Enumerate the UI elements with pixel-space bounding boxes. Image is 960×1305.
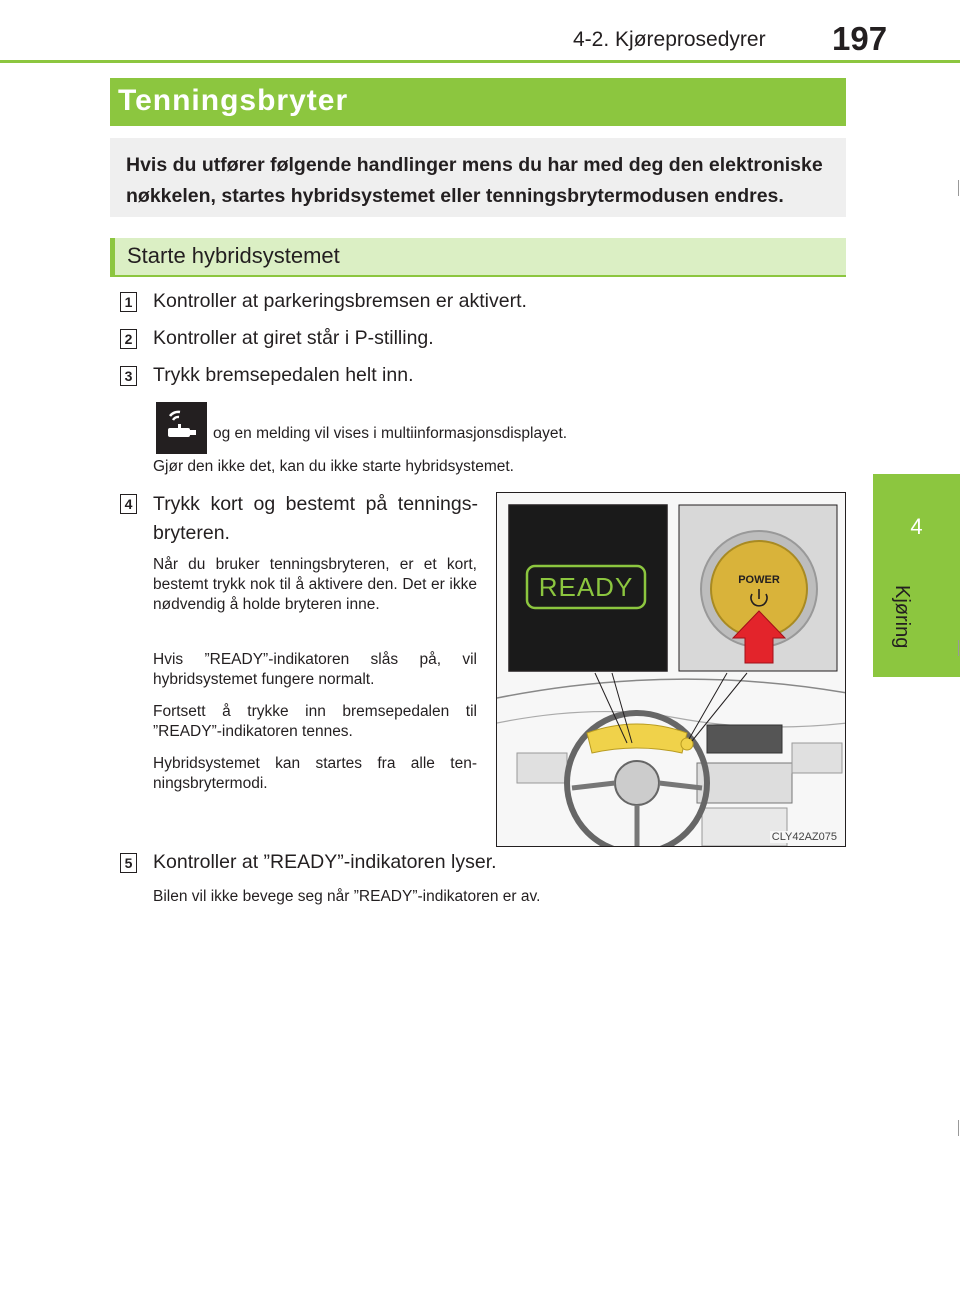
step-badge: 5 [120, 853, 137, 873]
subheading-bar [110, 238, 846, 276]
step-text: Kontroller at parkeringsbremsen er aktivert. [153, 290, 527, 312]
step4-note: Når du bruker tenningsbryteren, er et kort, bestemt trykk nok til å aktivere den. Det er ikke nødvendig å holde bryteren inne. [153, 556, 477, 613]
figure-code: CLY42AZ075 [771, 831, 837, 843]
page-title: Tenningsbryter [118, 84, 349, 117]
title-bar [110, 78, 846, 126]
step5-note: Bilen vil ikke bevege seg når ”READY”-indikatoren er av. [153, 888, 541, 905]
header-rule [0, 60, 960, 63]
step4-note: Fortsett å trykke inn bremsepedalen til ”READY”-indikatoren tennes. [153, 703, 477, 740]
chapter-tab [873, 474, 960, 677]
chapter-label: Kjøring [891, 585, 913, 649]
edge-tick [958, 180, 959, 196]
chapter-number: 4 [910, 514, 923, 539]
intro-box [110, 138, 846, 217]
subheading-rule [110, 275, 846, 277]
intro-text: Hvis du utfører følgende handlinger mens du har med deg den elektroniske nøkkelen, startes hybridsystemet eller tenningsbrytermodusen endres. [126, 154, 823, 207]
subheading: Starte hybridsystemet [127, 243, 340, 268]
step4-note: Hybridsystemet kan startes fra alle ten-ningsbrytermodi. [153, 755, 477, 792]
ignition-figure [496, 492, 846, 847]
step-text: Kontroller at ”READY”-indikatoren lyser. [153, 851, 497, 873]
edge-tick [958, 640, 959, 656]
step-badge: 2 [120, 329, 137, 349]
power-button-label: POWER [738, 574, 780, 586]
step-text: Trykk bremsepedalen helt inn. [153, 364, 414, 386]
step-badge: 4 [120, 494, 137, 514]
step-badge: 1 [120, 292, 137, 312]
step4-note: Hvis ”READY”-indikatoren slås på, vil hybridsystemet fungere normalt. [153, 651, 477, 688]
edge-tick [958, 1120, 959, 1136]
step3-icon-note: og en melding vil vises i multiinformasjonsdisplayet. [213, 425, 568, 442]
ready-indicator-label: READY [538, 572, 634, 602]
figure-illustration [497, 493, 846, 847]
step-badge: 3 [120, 366, 137, 386]
page-number: 197 [832, 20, 888, 57]
step-text: Trykk kort og bestemt på tennings-bryteren. [153, 493, 478, 544]
step-text: Kontroller at giret står i P-stilling. [153, 327, 434, 349]
brake-indicator-icon [156, 402, 207, 454]
section-header: 4-2. Kjøreprosedyrer [573, 28, 766, 51]
step3-note: Gjør den ikke det, kan du ikke starte hybridsystemet. [153, 458, 514, 475]
